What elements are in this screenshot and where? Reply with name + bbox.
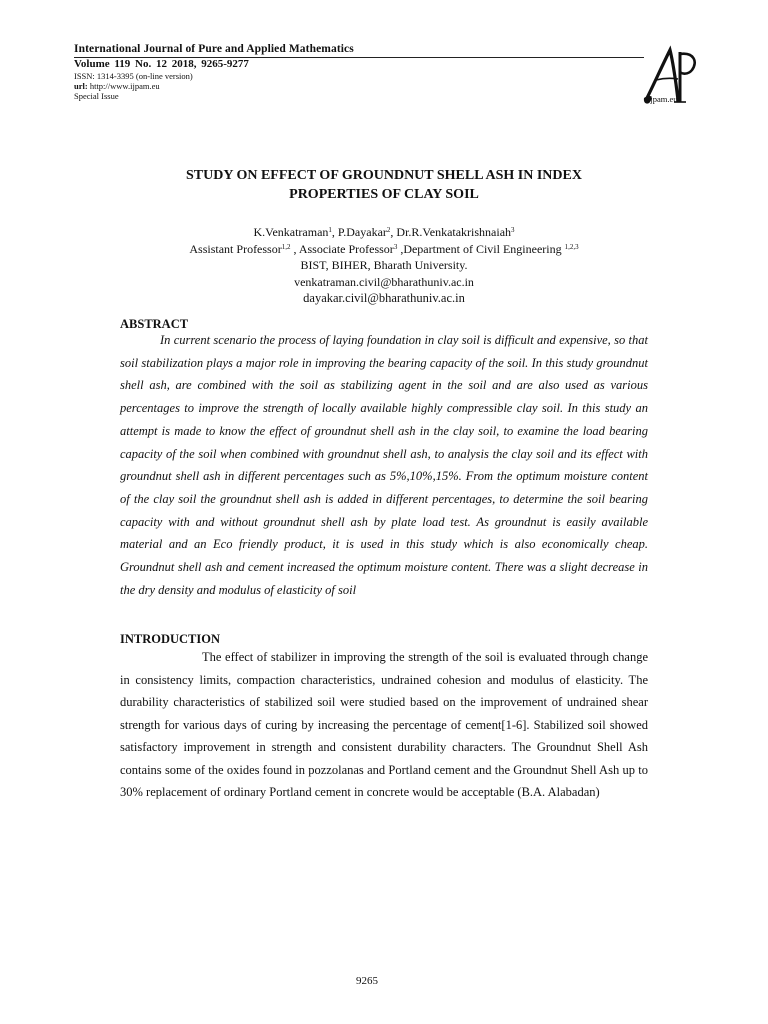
affiliation — [110, 241, 658, 258]
url-label: url: — [74, 81, 88, 91]
paper-title — [110, 166, 658, 204]
journal-url: http://www.ijpam.eu — [89, 81, 160, 91]
abstract-heading: ABSTRACT — [120, 317, 189, 331]
affiliation-sup-1: 1,2 — [281, 242, 291, 251]
affiliation-part-3: ,Department of Civil Engineering — [397, 241, 565, 256]
affiliation-sup-2: 3 — [393, 242, 398, 251]
affiliation-part-1: Assistant Professor — [189, 241, 282, 256]
affiliation-sup-3: 1,2,3 — [564, 242, 579, 251]
page-number: 9265 — [356, 975, 378, 987]
author-names — [110, 224, 658, 241]
logo-caption: ijpam.eu — [648, 94, 678, 104]
volume-line: Volume 119 No. 12 2018, 9265-9277 — [74, 58, 249, 70]
abstract-text: In current scenario the process of laying foundation in clay soil is difficult and expensive, so that soil stabilization plays a major role in improving the bearing capacity of the soil. In this study groundnut shell ash, are combined with the soil as stabilizing agent in the soil and are also used as various percentages to improve the strength of locally available highly compressible clay soil. In this study an attempt is made to know the effect of groundnut shell ash in the clay soil, to examine the load bearing capacity of the soil when combined with groundnut shell ash, to analysis the clay soil and its effect with groundnut shell ash in different percentages such as 5%,10%,15%. From the optimum moisture content of the clay soil the groundnut shell ash is added in different percentages, to determine the soil bearing capacity with and without groundnut shell ash by plate load test. As groundnut is easily available material and an Eco friendly product, it is used in this study which is also economically cheap. Groundnut shell ash and cement increased the optimum moisture content. There was a slight decrease in the dry density and modulus of elasticity of soil — [120, 333, 648, 597]
affiliation-part-2: , Associate Professor — [290, 241, 394, 256]
introduction-heading: INTRODUCTION — [120, 632, 221, 646]
author-email-2: dayakar.civil@bharathuniv.ac.in — [303, 291, 465, 305]
author-2-sup: 2 — [386, 226, 391, 234]
institution: BIST, BIHER, Bharath University. — [300, 258, 468, 272]
special-issue-line: Special Issue — [74, 91, 119, 101]
title-line-1: STUDY ON EFFECT OF GROUNDNUT SHELL ASH IN INDEX — [186, 168, 582, 183]
title-line-2: PROPERTIES OF CLAY SOIL — [289, 187, 479, 202]
journal-name: International Journal of Pure and Applied Mathematics — [74, 43, 354, 55]
author-3-sup: 3 — [511, 226, 515, 234]
journal-meta — [74, 71, 193, 101]
issn-line: ISSN: 1314-3395 (on-line version) — [74, 71, 193, 81]
journal-header — [74, 43, 644, 56]
introduction-text: The effect of stabilizer in improving the strength of the soil is evaluated through change in consistency limits, compaction characteristics, undrained cohesion and modulus of elasticity. The durability characteristics of stabilized soil were studied based on the improvement of undrained shear strength for various days of curing by increasing the percentage of cement[1-6]. Stabilized soil showed satisfactory improvement in strength and consistent durability characters. The Groundnut Shell Ash contains some of the oxides found in pozzolanas and Portland cement and the Groundnut Shell Ash up to 30% replacement of ordinary Portland cement in concrete would be acceptable (B.A. Alabadan) — [120, 650, 648, 799]
author-3: , Dr.R.Venkatakrishnaiah — [390, 225, 512, 239]
author-1: K.Venkatraman — [253, 225, 329, 239]
author-block — [110, 224, 658, 307]
author-email-1: venkatraman.civil@bharathuniv.ac.in — [294, 274, 474, 289]
author-1-sup: 1 — [328, 226, 332, 234]
url-line — [74, 81, 193, 91]
author-2: , P.Dayakar — [331, 225, 387, 239]
